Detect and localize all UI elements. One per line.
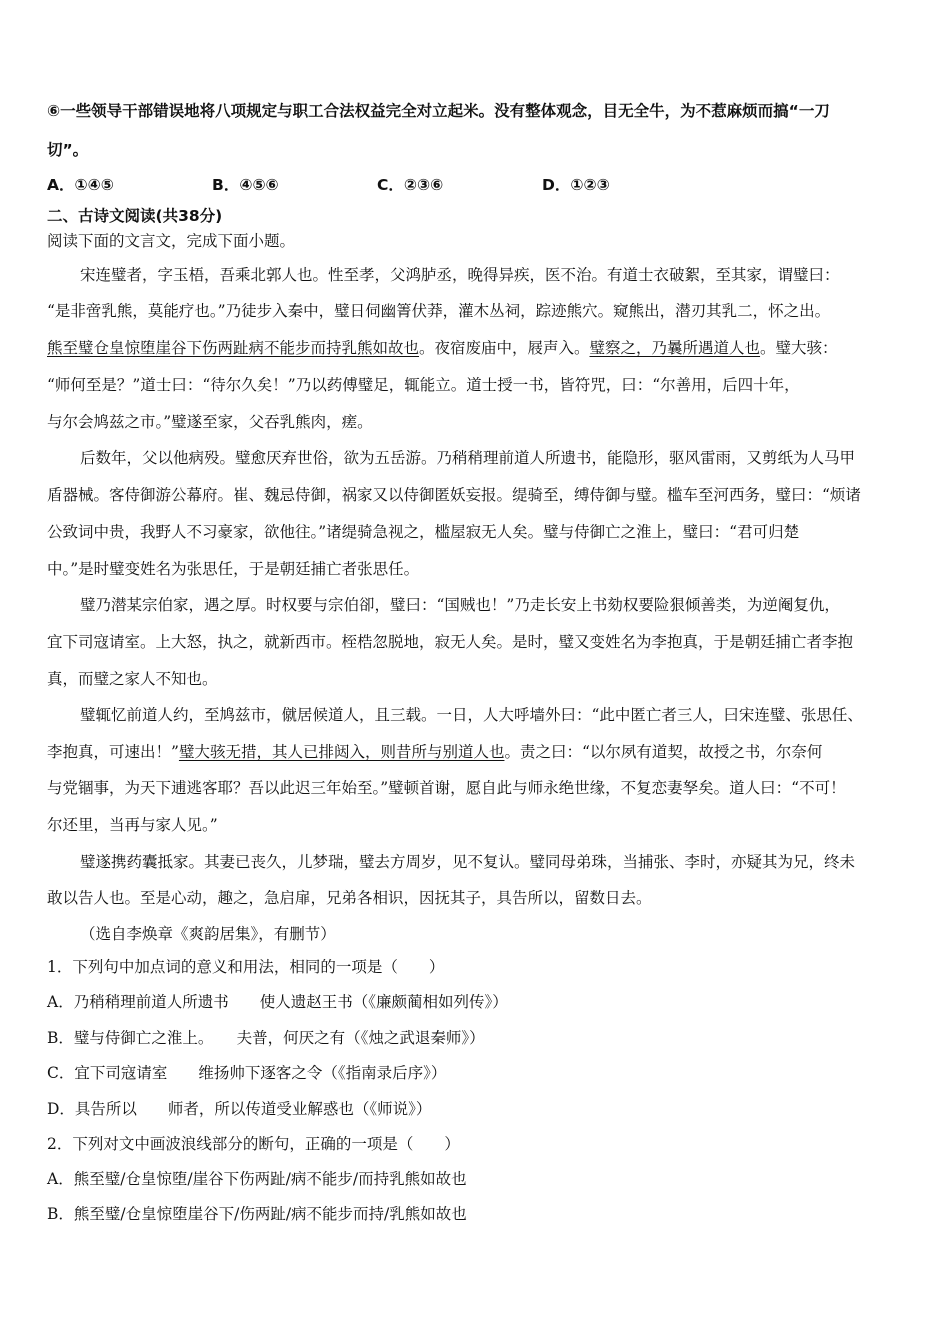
underlined-sentence-2: 璧大骇无措，其人已排闼入，则昔所与别道人也 xyxy=(178,743,505,761)
section-heading: 二、古诗文阅读(共38分) xyxy=(47,207,223,225)
passage-p3-line-3: 真，而璧之家人不知也。 xyxy=(47,670,218,688)
question-2-option-b: B．熊至璧/仓皇惊堕崖谷下/伤两趾/病不能步而持/乳熊如故也 xyxy=(47,1205,467,1223)
passage-p2-line-3: 公致词中贵，我野人不习豪家，欲他往。”诸缇骑急视之，槛屋寂无人矣。璧与侍御亡之淮上，璧曰：“君可归楚 xyxy=(47,523,800,541)
question-1-option-d: D．具告所以 师者，所以传道受业解惑也（《师说》） xyxy=(47,1100,432,1118)
passage-p2-line-2: 盾器械。客侍御游公幕府。崔、魏忌侍御，祸家又以侍御匿妖妄报。缇骑至，缚侍御与璧。槛车至河西务，璧曰：“烦诸 xyxy=(47,486,861,504)
underlined-sentence-1: 璧察之，乃曩所遇道人也 xyxy=(589,339,761,357)
passage-p1-line-5: 与尔会鸠兹之市。”璧遂至家，父吞乳熊肉，瘥。 xyxy=(47,413,373,431)
passage-p1-line-3: 熊至璧仓皇惊堕崖谷下伤两趾病不能步而持乳熊如故也。夜宿废庙中，屐声入。璧察之，乃曩所遇道人也。璧大骇： xyxy=(47,339,838,357)
passage-p3-line-2: 宜下司寇请室。上大怒，执之，就新西市。桎梏忽脱地，寂无人矣。是时，璧又变姓名为李抱真，于是朝廷捕亡者李抱 xyxy=(47,633,854,651)
passage-p5-line-2: 敢以告人也。至是心动，趣之，急启扉，兄弟各相识，因抚其子，具告所以，留数日去。 xyxy=(47,889,652,907)
item-6-line-1: ⑥一些领导干部错误地将八项规定与职工合法权益完全对立起米。没有整体观念，目无全牛，为不惹麻烦而搞“一刀 xyxy=(47,102,830,120)
option-c: C．②③⑥ xyxy=(377,176,444,194)
question-1-option-b: B．璧与侍御亡之淮上。 夫普，何厌之有（《烛之武退秦师》） xyxy=(47,1029,485,1047)
passage-p4-line-1: 璧辄忆前道人约，至鸠兹市，僦居候道人，且三载。一日，人大呼墙外曰：“此中匿亡者三人，曰宋连璧、张思任、 xyxy=(80,706,863,724)
option-a: A．①④⑤ xyxy=(47,176,114,194)
passage-p2-line-4: 中。”是时璧变姓名为张思任，于是朝廷捕亡者张思任。 xyxy=(47,560,420,578)
passage-p1-line-1: 宋连璧者，字玉梧，吾乘北郭人也。性至孝，父鸿胪丞，晚得异疾，医不治。有道士衣破絮，至其家，谓璧曰： xyxy=(80,266,840,284)
passage-p4-line-3: 与党锢事，为天下逋逃客耶？吾以此迟三年始至。”璧顿首谢，愿自此与师永绝世缘，不复恋妻孥矣。道人曰：“不可！ xyxy=(47,779,846,797)
question-1-option-a: A．乃稍稍理前道人所遗书 使人遗赵王书（《廉颇蔺相如列传》） xyxy=(47,993,508,1011)
question-1-option-c: C．宜下司寇请室 维扬帅下逐客之令（《指南录后序》） xyxy=(47,1064,447,1082)
passage-p1-line-2: “是非啻乳熊，莫能疗也。”乃徒步入秦中，璧日伺幽箐伏莽，灌木丛祠，踪迹熊穴。窥熊出，潜刃其乳二，怀之出。 xyxy=(47,302,831,320)
passage-p4-line-2: 李抱真，可速出！”璧大骇无措，其人已排闼入，则昔所与别道人也。责之曰：“以尔夙有道契，故授之书，尔奈何 xyxy=(47,743,823,761)
question-2: 2．下列对文中画波浪线部分的断句，正确的一项是（ ） xyxy=(47,1135,460,1153)
option-b: B．④⑤⑥ xyxy=(212,176,279,194)
question-2-option-a: A．熊至璧/仓皇惊堕/崖谷下伤两趾/病不能步/而持乳熊如故也 xyxy=(47,1170,467,1188)
passage-p4-line-4: 尔还里，当再与家人见。” xyxy=(47,816,218,834)
question-1: 1．下列句中加点词的意义和用法，相同的一项是（ ） xyxy=(47,958,445,976)
wavy-underlined-sentence: 熊至璧仓皇惊堕崖谷下伤两趾病不能步而持乳熊如故也 xyxy=(47,339,420,357)
passage-source: （选自李焕章《爽韵居集》，有删节） xyxy=(80,925,336,943)
passage-p2-line-1: 后数年，父以他病殁。璧愈厌弃世俗，欲为五岳游。乃稍稍理前道人所遗书，能隐形，驱风雷雨，又剪纸为人马甲 xyxy=(80,449,856,467)
item-6-line-2: 切”。 xyxy=(47,141,89,159)
passage-p5-line-1: 璧遂携药囊抵家。其妻已丧久，儿梦瑞，璧去方周岁，见不复认。璧同母弟珠，当捕张、李时，亦疑其为兄，终未 xyxy=(80,853,856,871)
section-instruction: 阅读下面的文言文，完成下面小题。 xyxy=(47,232,296,250)
passage-p3-line-1: 璧乃潜某宗伯家，遇之厚。时权要与宗伯卻，璧曰：“国贼也！”乃走长安上书劾权要险狠倾善类，为逆阉复仇， xyxy=(80,596,840,614)
passage-p1-line-4: “师何至是？”道士曰：“待尔久矣！”乃以药傅璧足，辄能立。道士授一书，皆符咒，曰：“尔善用，后四十年， xyxy=(47,376,800,394)
option-d: D．①②③ xyxy=(542,176,610,194)
